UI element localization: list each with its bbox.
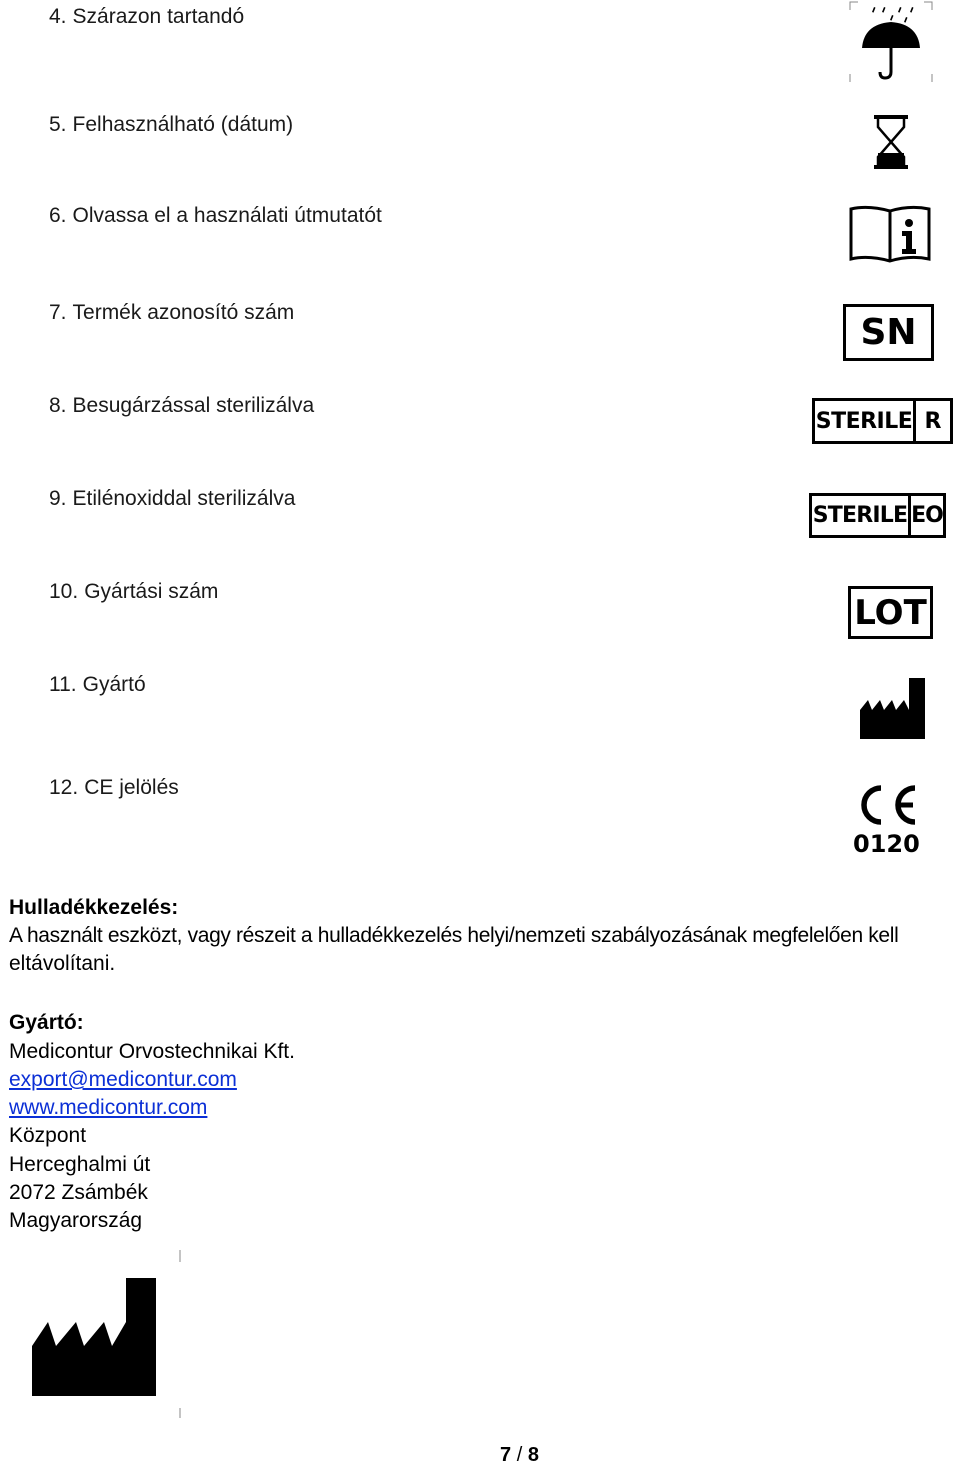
- symbol-label-use-by: 5. Felhasználható (dátum): [49, 113, 294, 136]
- manufacturer-country: Magyarország: [9, 1209, 143, 1232]
- page-total: 8: [527, 1444, 539, 1466]
- page-current: 7: [500, 1444, 512, 1466]
- symbol-label-sterile-r: 8. Besugárzással sterilizálva: [49, 394, 315, 417]
- symbol-label-serial-number: 7. Termék azonosító szám: [49, 301, 295, 324]
- hourglass-use-by-icon: [872, 113, 910, 171]
- notified-body-number: 0120: [853, 830, 920, 858]
- sterile-text: STERILE: [815, 408, 913, 434]
- manufacturer-website-link[interactable]: www.medicontur.com: [9, 1096, 208, 1119]
- page-separator: /: [516, 1444, 523, 1466]
- symbol-label-lot: 10. Gyártási szám: [49, 580, 219, 603]
- sterile-r-icon: [812, 398, 953, 444]
- sterile-text: STERILE: [812, 503, 908, 528]
- symbol-label-ce: 12. CE jelölés: [49, 776, 179, 799]
- sterile-eo-icon: [809, 493, 946, 538]
- lot-icon: [848, 586, 933, 639]
- waste-text-line-2: eltávolítani.: [9, 952, 116, 975]
- symbol-label-keep-dry: 4. Szárazon tartandó: [49, 5, 245, 28]
- ce-symbol: [853, 784, 919, 826]
- keep-dry-umbrella-icon: [848, 0, 934, 84]
- manufacturer-heading: Gyártó:: [9, 1011, 84, 1034]
- page-number: [500, 1444, 539, 1467]
- lot-text: LOT: [854, 592, 927, 633]
- manufacturer-street: Herceghalmi út: [9, 1153, 151, 1176]
- symbol-label-instructions: 6. Olvassa el a használati útmutatót: [49, 204, 382, 227]
- large-manufacturer-icon: [30, 1250, 190, 1418]
- ce-mark-icon: [853, 784, 923, 858]
- serial-number-icon: [843, 304, 934, 361]
- waste-heading: Hulladékkezelés:: [9, 896, 179, 919]
- symbol-label-manufacturer: 11. Gyártó: [49, 673, 146, 696]
- sterile-method-r: R: [924, 408, 942, 434]
- manufacturer-company: Medicontur Orvostechnikai Kft.: [9, 1040, 295, 1063]
- waste-text-line-1: A használt eszközt, vagy részeit a hulladékkezelés helyi/nemzeti szabályozásának megfelelően kell: [9, 924, 899, 947]
- manufacturer-site: Központ: [9, 1124, 87, 1147]
- manufacturer-email-link[interactable]: export@medicontur.com: [9, 1068, 237, 1091]
- manufacturer-icon: [859, 678, 927, 740]
- symbol-label-sterile-eo: 9. Etilénoxiddal sterilizálva: [49, 487, 296, 510]
- consult-instructions-icon: [848, 203, 932, 265]
- serial-number-text: SN: [860, 312, 917, 353]
- sterile-method-eo: EO: [911, 503, 943, 528]
- manufacturer-city: 2072 Zsámbék: [9, 1181, 148, 1204]
